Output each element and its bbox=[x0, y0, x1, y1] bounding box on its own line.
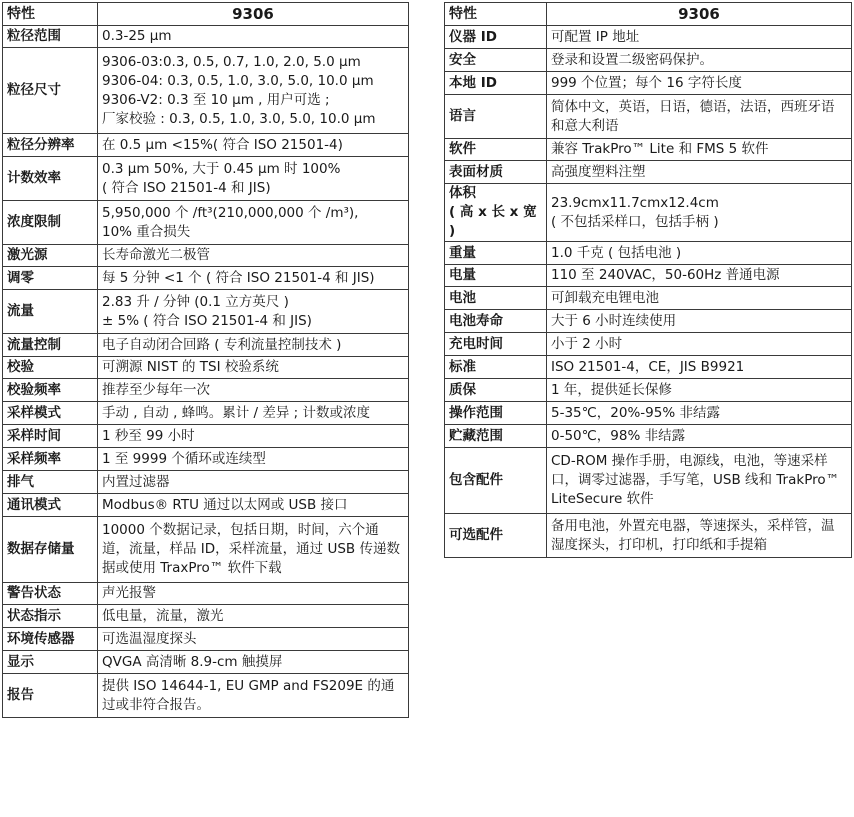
spec-table-left bbox=[2, 2, 409, 718]
spec-key: 操作范围 bbox=[445, 402, 547, 425]
spec-value: 推荐至少每年一次 bbox=[98, 379, 409, 402]
table-row bbox=[3, 379, 409, 402]
table-row bbox=[3, 290, 409, 334]
spec-value: 1 秒至 99 小时 bbox=[98, 425, 409, 448]
table-header-row bbox=[445, 3, 852, 26]
spec-value: 可选温湿度探头 bbox=[98, 628, 409, 651]
table-row bbox=[3, 157, 409, 201]
spec-value: 简体中文，英语，日语，德语，法语，西班牙语和意大利语 bbox=[547, 95, 852, 139]
spec-value: 备用电池，外置充电器，等速探头，采样管，温湿度探头，打印机，打印纸和手提箱 bbox=[547, 514, 852, 558]
table-row bbox=[3, 628, 409, 651]
spec-key: 贮藏范围 bbox=[445, 425, 547, 448]
table-row bbox=[3, 471, 409, 494]
spec-value: 电子自动闭合回路 ( 专利流量控制技术 ) bbox=[98, 334, 409, 357]
spec-value: 1 至 9999 个循环或连续型 bbox=[98, 448, 409, 471]
spec-key: 重量 bbox=[445, 242, 547, 265]
spec-value: 5,950,000 个 /ft³(210,000,000 个 /m³), 10% 重合损失 bbox=[98, 201, 409, 245]
spec-value: 内置过滤器 bbox=[98, 471, 409, 494]
table-row bbox=[3, 425, 409, 448]
spec-value: 提供 ISO 14644-1, EU GMP and FS209E 的通过或非符合报告。 bbox=[98, 674, 409, 718]
spec-key: 可选配件 bbox=[445, 514, 547, 558]
table-row bbox=[445, 49, 852, 72]
table-row bbox=[445, 514, 852, 558]
table-row bbox=[445, 161, 852, 184]
table-row bbox=[3, 448, 409, 471]
spec-value: 可配置 IP 地址 bbox=[547, 26, 852, 49]
spec-key: 数据存储量 bbox=[3, 517, 98, 583]
spec-value: 0.3 µm 50%, 大于 0.45 µm 时 100% ( 符合 ISO 21501-4 和 JIS) bbox=[98, 157, 409, 201]
spec-value: 0-50℃，98% 非结露 bbox=[547, 425, 852, 448]
table-row bbox=[3, 201, 409, 245]
table-row bbox=[445, 72, 852, 95]
spec-key: 浓度限制 bbox=[3, 201, 98, 245]
spec-key: 粒径分辨率 bbox=[3, 134, 98, 157]
table-row bbox=[445, 26, 852, 49]
spec-key: 粒径尺寸 bbox=[3, 48, 98, 134]
spec-key: 电池 bbox=[445, 287, 547, 310]
spec-value: QVGA 高清晰 8.9-cm 触摸屏 bbox=[98, 651, 409, 674]
table-row bbox=[3, 245, 409, 267]
spec-key: 仪器 ID bbox=[445, 26, 547, 49]
spec-key: 激光源 bbox=[3, 245, 98, 267]
spec-key: 采样时间 bbox=[3, 425, 98, 448]
spec-value: 手动 , 自动 , 蜂鸣。累计 / 差异 ; 计数或浓度 bbox=[98, 402, 409, 425]
table-header-row bbox=[3, 3, 409, 26]
spec-key: 警告状态 bbox=[3, 583, 98, 605]
spec-key: 质保 bbox=[445, 379, 547, 402]
spec-key: 报告 bbox=[3, 674, 98, 718]
spec-value: 5-35℃，20%-95% 非结露 bbox=[547, 402, 852, 425]
spec-key: 通讯模式 bbox=[3, 494, 98, 517]
table-row bbox=[445, 95, 852, 139]
table-row bbox=[3, 583, 409, 605]
spec-value: ISO 21501-4，CE，JIS B9921 bbox=[547, 356, 852, 379]
spec-key: 电量 bbox=[445, 265, 547, 287]
table-row bbox=[445, 379, 852, 402]
spec-key: 粒径范围 bbox=[3, 26, 98, 48]
table-row bbox=[445, 184, 852, 242]
header-feature: 特性 bbox=[445, 3, 547, 26]
spec-key: 充电时间 bbox=[445, 333, 547, 356]
spec-key: 本地 ID bbox=[445, 72, 547, 95]
spec-value: 高强度塑料注塑 bbox=[547, 161, 852, 184]
spec-value: 每 5 分钟 <1 个 ( 符合 ISO 21501-4 和 JIS) bbox=[98, 267, 409, 290]
spec-key: 流量控制 bbox=[3, 334, 98, 357]
table-row bbox=[3, 517, 409, 583]
spec-key: 校验频率 bbox=[3, 379, 98, 402]
table-row bbox=[3, 357, 409, 379]
spec-value: 0.3-25 µm bbox=[98, 26, 409, 48]
spec-key: 计数效率 bbox=[3, 157, 98, 201]
spec-value: 999 个位置；每个 16 字符长度 bbox=[547, 72, 852, 95]
spec-value: 1 年，提供延长保修 bbox=[547, 379, 852, 402]
header-feature: 特性 bbox=[3, 3, 98, 26]
spec-table-right bbox=[444, 2, 852, 558]
table-row bbox=[445, 287, 852, 310]
header-model: 9306 bbox=[98, 3, 409, 26]
table-row bbox=[445, 265, 852, 287]
spec-value: CD-ROM 操作手册，电源线，电池，等速采样口，调零过滤器，手写笔，USB 线和 TrakPro™ LiteSecure 软件 bbox=[547, 448, 852, 514]
spec-key: 校验 bbox=[3, 357, 98, 379]
table-row bbox=[3, 48, 409, 134]
spec-value: 大于 6 小时连续使用 bbox=[547, 310, 852, 333]
header-model: 9306 bbox=[547, 3, 852, 26]
spec-key: 标准 bbox=[445, 356, 547, 379]
table-row bbox=[3, 402, 409, 425]
spec-value: 长寿命激光二极管 bbox=[98, 245, 409, 267]
spec-key: 软件 bbox=[445, 139, 547, 161]
spec-value: 9306-03:0.3, 0.5, 0.7, 1.0, 2.0, 5.0 µm 9306-04: 0.3, 0.5, 1.0, 3.0, 5.0, 10.0 µm 9306-V2: 0.3 至 10 µm , 用户可选 ; 厂家校验 : 0.3, 0.5, 1.0, 3.0, 5.0, 10.0 µm bbox=[98, 48, 409, 134]
spec-key: 电池寿命 bbox=[445, 310, 547, 333]
spec-key: 包含配件 bbox=[445, 448, 547, 514]
spec-value: 登录和设置二级密码保护。 bbox=[547, 49, 852, 72]
table-row bbox=[3, 494, 409, 517]
spec-key: 采样频率 bbox=[3, 448, 98, 471]
spec-value: 低电量，流量，激光 bbox=[98, 605, 409, 628]
spec-value: 1.0 千克 ( 包括电池 ) bbox=[547, 242, 852, 265]
table-row bbox=[445, 402, 852, 425]
table-row bbox=[445, 242, 852, 265]
spec-key: 语言 bbox=[445, 95, 547, 139]
spec-value: 小于 2 小时 bbox=[547, 333, 852, 356]
spec-value: 在 0.5 µm <15%( 符合 ISO 21501-4) bbox=[98, 134, 409, 157]
spec-value: 兼容 TrakPro™ Lite 和 FMS 5 软件 bbox=[547, 139, 852, 161]
spec-key: 排气 bbox=[3, 471, 98, 494]
table-row bbox=[3, 134, 409, 157]
table-row bbox=[3, 334, 409, 357]
spec-value: 23.9cmx11.7cmx12.4cm ( 不包括采样口，包括手柄 ) bbox=[547, 184, 852, 242]
spec-key: 采样模式 bbox=[3, 402, 98, 425]
spec-key: 调零 bbox=[3, 267, 98, 290]
table-row bbox=[3, 267, 409, 290]
spec-value: 可溯源 NIST 的 TSI 校验系统 bbox=[98, 357, 409, 379]
spec-value: 声光报警 bbox=[98, 583, 409, 605]
spec-key: 安全 bbox=[445, 49, 547, 72]
table-row bbox=[3, 605, 409, 628]
spec-key: 状态指示 bbox=[3, 605, 98, 628]
table-row bbox=[445, 425, 852, 448]
spec-value: 110 至 240VAC，50-60Hz 普通电源 bbox=[547, 265, 852, 287]
table-row bbox=[445, 356, 852, 379]
spec-value: Modbus® RTU 通过以太网或 USB 接口 bbox=[98, 494, 409, 517]
table-row bbox=[445, 333, 852, 356]
table-row bbox=[3, 674, 409, 718]
table-row bbox=[3, 26, 409, 48]
table-row bbox=[445, 139, 852, 161]
spec-key: 流量 bbox=[3, 290, 98, 334]
spec-key: 环境传感器 bbox=[3, 628, 98, 651]
table-row bbox=[445, 448, 852, 514]
table-row bbox=[445, 310, 852, 333]
spec-value: 10000 个数据记录，包括日期，时间，六个通道，流量，样品 ID，采样流量，通过 USB 传递数据或使用 TraxPro™ 软件下载 bbox=[98, 517, 409, 583]
spec-value: 2.83 升 / 分钟 (0.1 立方英尺 ) ± 5% ( 符合 ISO 21501-4 和 JIS) bbox=[98, 290, 409, 334]
spec-key: 表面材质 bbox=[445, 161, 547, 184]
table-row bbox=[3, 651, 409, 674]
spec-key: 显示 bbox=[3, 651, 98, 674]
spec-value: 可卸载充电锂电池 bbox=[547, 287, 852, 310]
spec-key: 体积 ( 高 x 长 x 宽 ) bbox=[445, 184, 547, 242]
